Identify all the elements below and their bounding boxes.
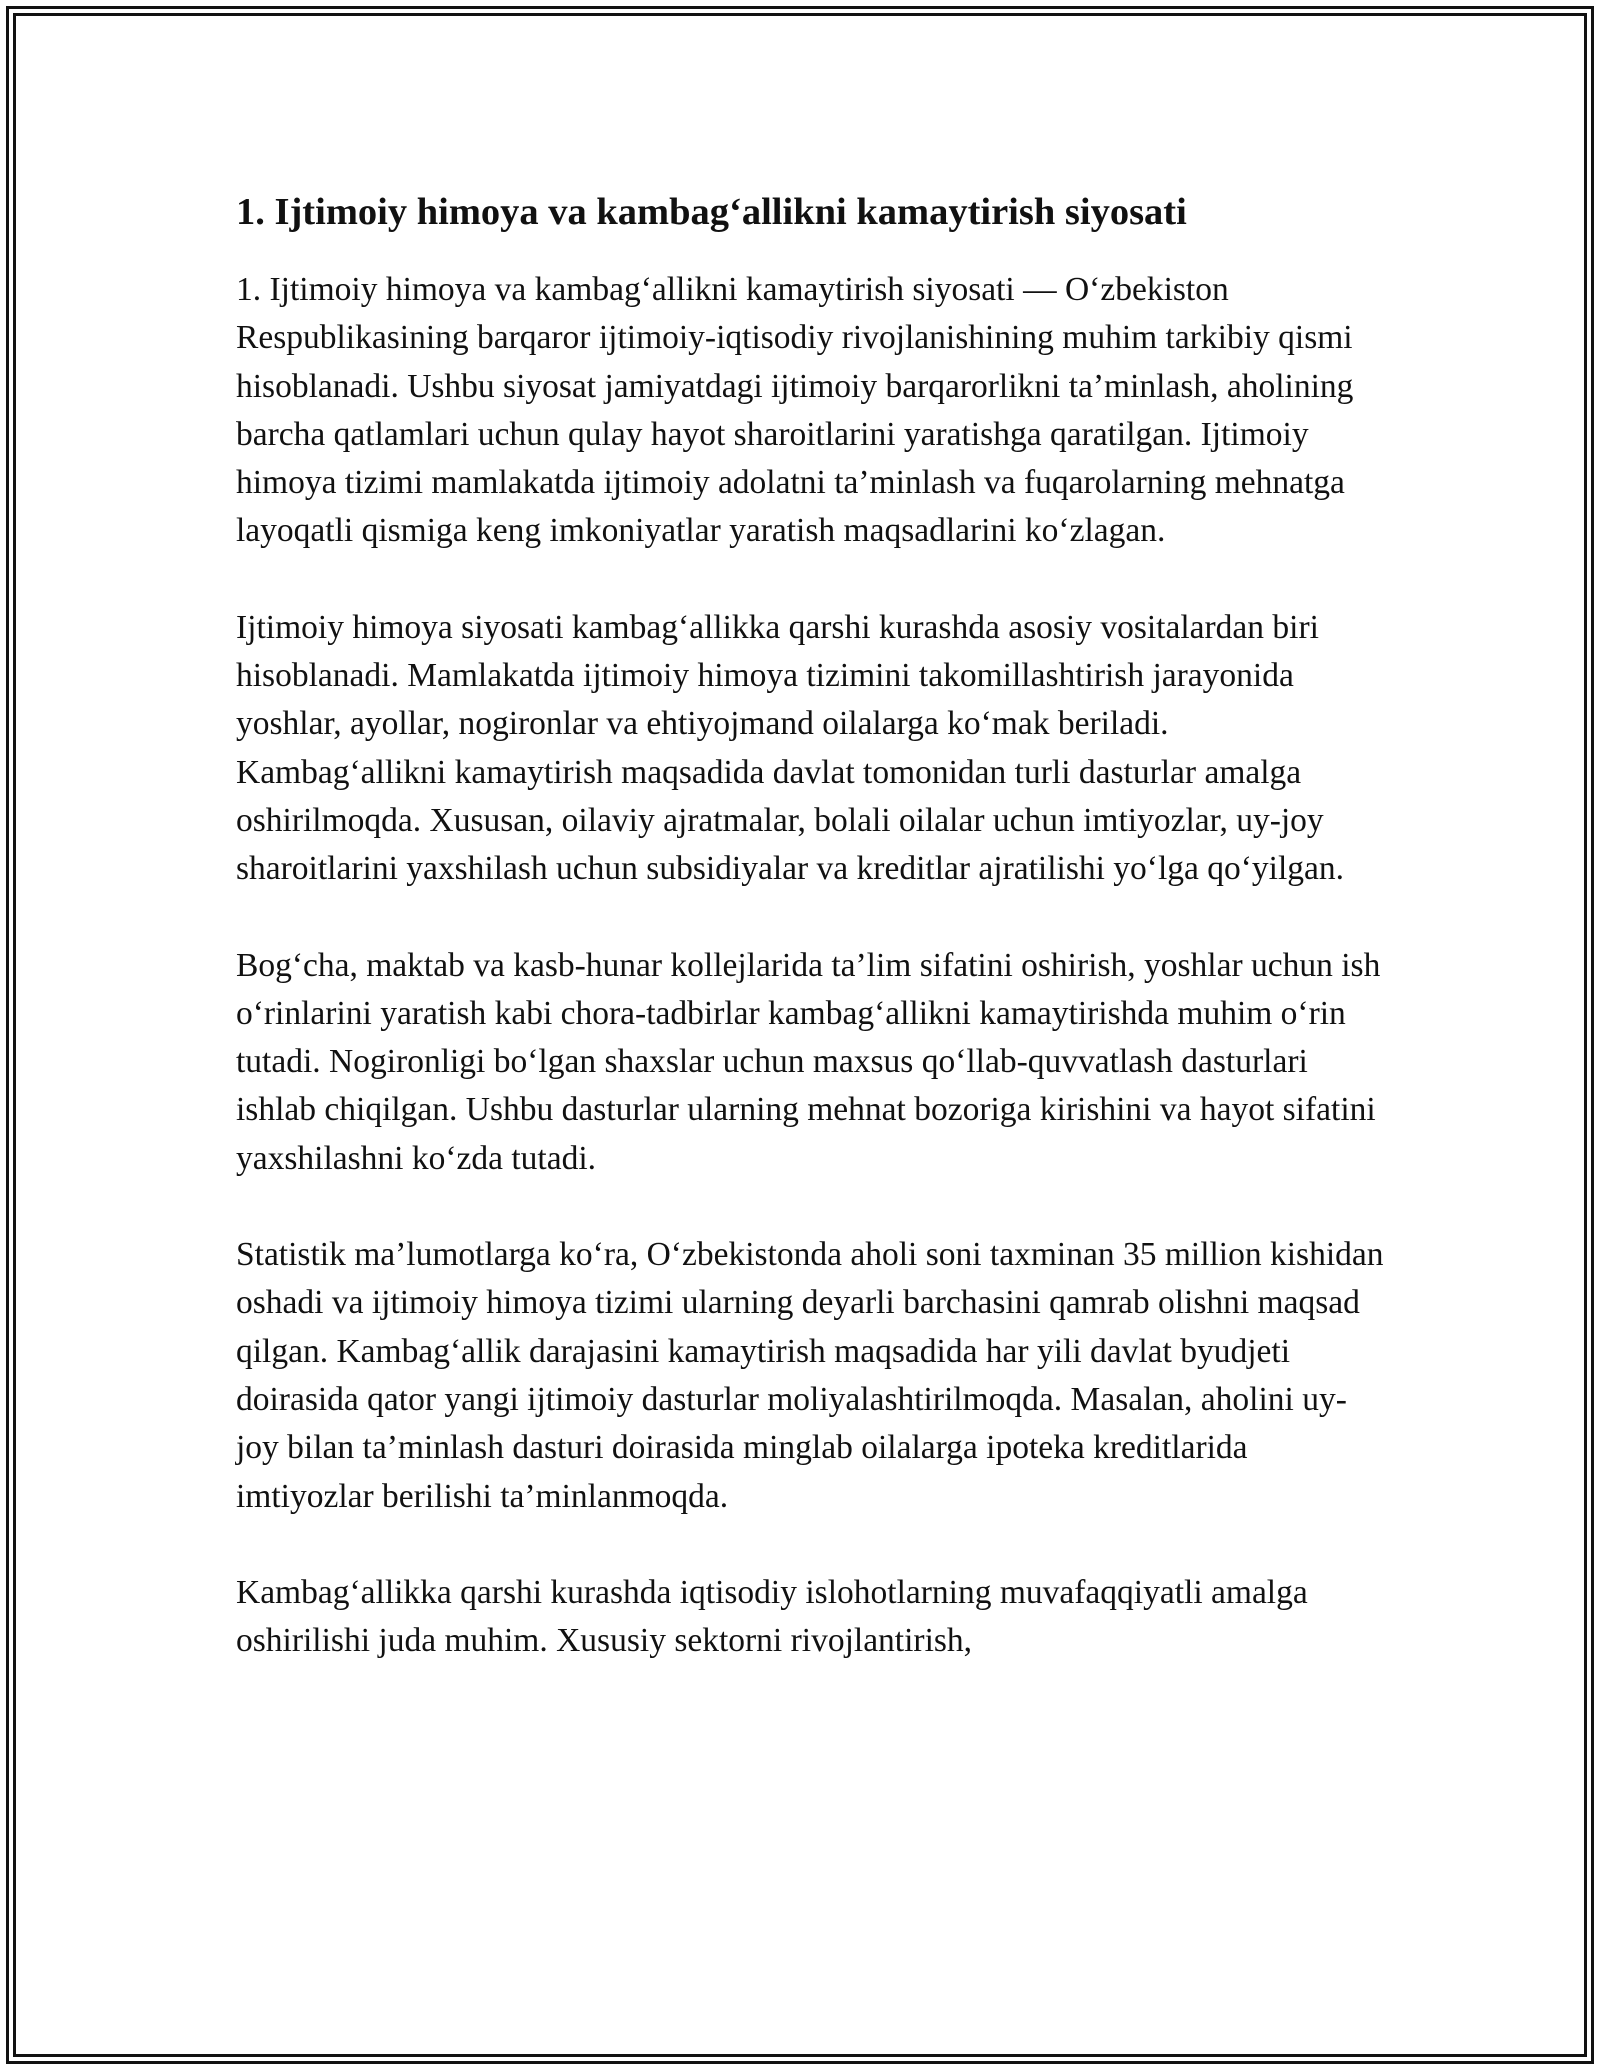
page-title: 1. Ijtimoiy himoya va kambag‘allikni kamaytirish siyosati xyxy=(236,191,1187,233)
paragraph-3: Bog‘cha, maktab va kasb-hunar kollejlarida ta’lim sifatini oshirish, yoshlar uchun ish o‘rinlarini yaratish kabi chora-tadbirlar kambag‘allikni kamaytirishda muhim o‘rin tutadi. Nogironligi bo‘lgan shaxslar uchun maxsus qo‘llab-quvvatlash dasturlari ishlab chiqilgan. Ushbu dasturlar ularning mehnat bozoriga kirishini va hayot sifatini yaxshilashni ko‘zda tutadi. xyxy=(236,946,1381,1177)
paragraph-1: 1. Ijtimoiy himoya va kambag‘allikni kamaytirish siyosati — O‘zbekiston Respublikasining barqaror ijtimoiy-iqtisodiy rivojlanishining muhim tarkibiy qismi hisoblanadi. Ushbu siyosat jamiyatdagi ijtimoiy barqarorlikni ta’minlash, aholining barcha qatlamlari uchun qulay hayot sharoitlarini yaratishga qaratilgan. Ijtimoiy himoya tizimi mamlakatda ijtimoiy adolatni ta’minlash va fuqarolarning mehnatga layoqatli qismiga keng imkoniyatlar yaratish maqsadlarini ko‘zlagan. xyxy=(236,271,1354,550)
document-body xyxy=(236,188,1386,1713)
paragraph-4: Statistik ma’lumotlarga ko‘ra, O‘zbekistonda aholi soni taxminan 35 million kishidan oshadi va ijtimoiy himoya tizimi ularning deyarli barchasini qamrab olishni maqsad qilgan. Kambag‘allik darajasini kamaytirish maqsadida har yili davlat byudjeti doirasida qator yangi ijtimoiy dasturlar moliyalashtirilmoqda. Masalan, aholini uy-joy bilan ta’minlash dasturi doirasida minglab oilalarga ipoteka kreditlarida imtiyozlar berilishi ta’minlanmoqda. xyxy=(236,1236,1384,1515)
paragraph-5: Kambag‘allikka qarshi kurashda iqtisodiy islohotlarning muvafaqqiyatli amalga oshirilishi juda muhim. Xususiy sektorni rivojlantirish, xyxy=(236,1573,1308,1660)
paragraph-2: Ijtimoiy himoya siyosati kambag‘allikka qarshi kurashda asosiy vositalardan biri hisoblanadi. Mamlakatda ijtimoiy himoya tizimini takomillashtirish jarayonida yoshlar, ayollar, nogironlar va ehtiyojmand oilalarga ko‘mak beriladi. Kambag‘allikni kamaytirish maqsadida davlat tomonidan turli dasturlar amalga oshirilmoqda. Xususan, oilaviy ajratmalar, bolali oilalar uchun imtiyozlar, uy-joy sharoitlarini yaxshilash uchun subsidiyalar va kreditlar ajratilishi yo‘lga qo‘yilgan. xyxy=(236,608,1345,888)
